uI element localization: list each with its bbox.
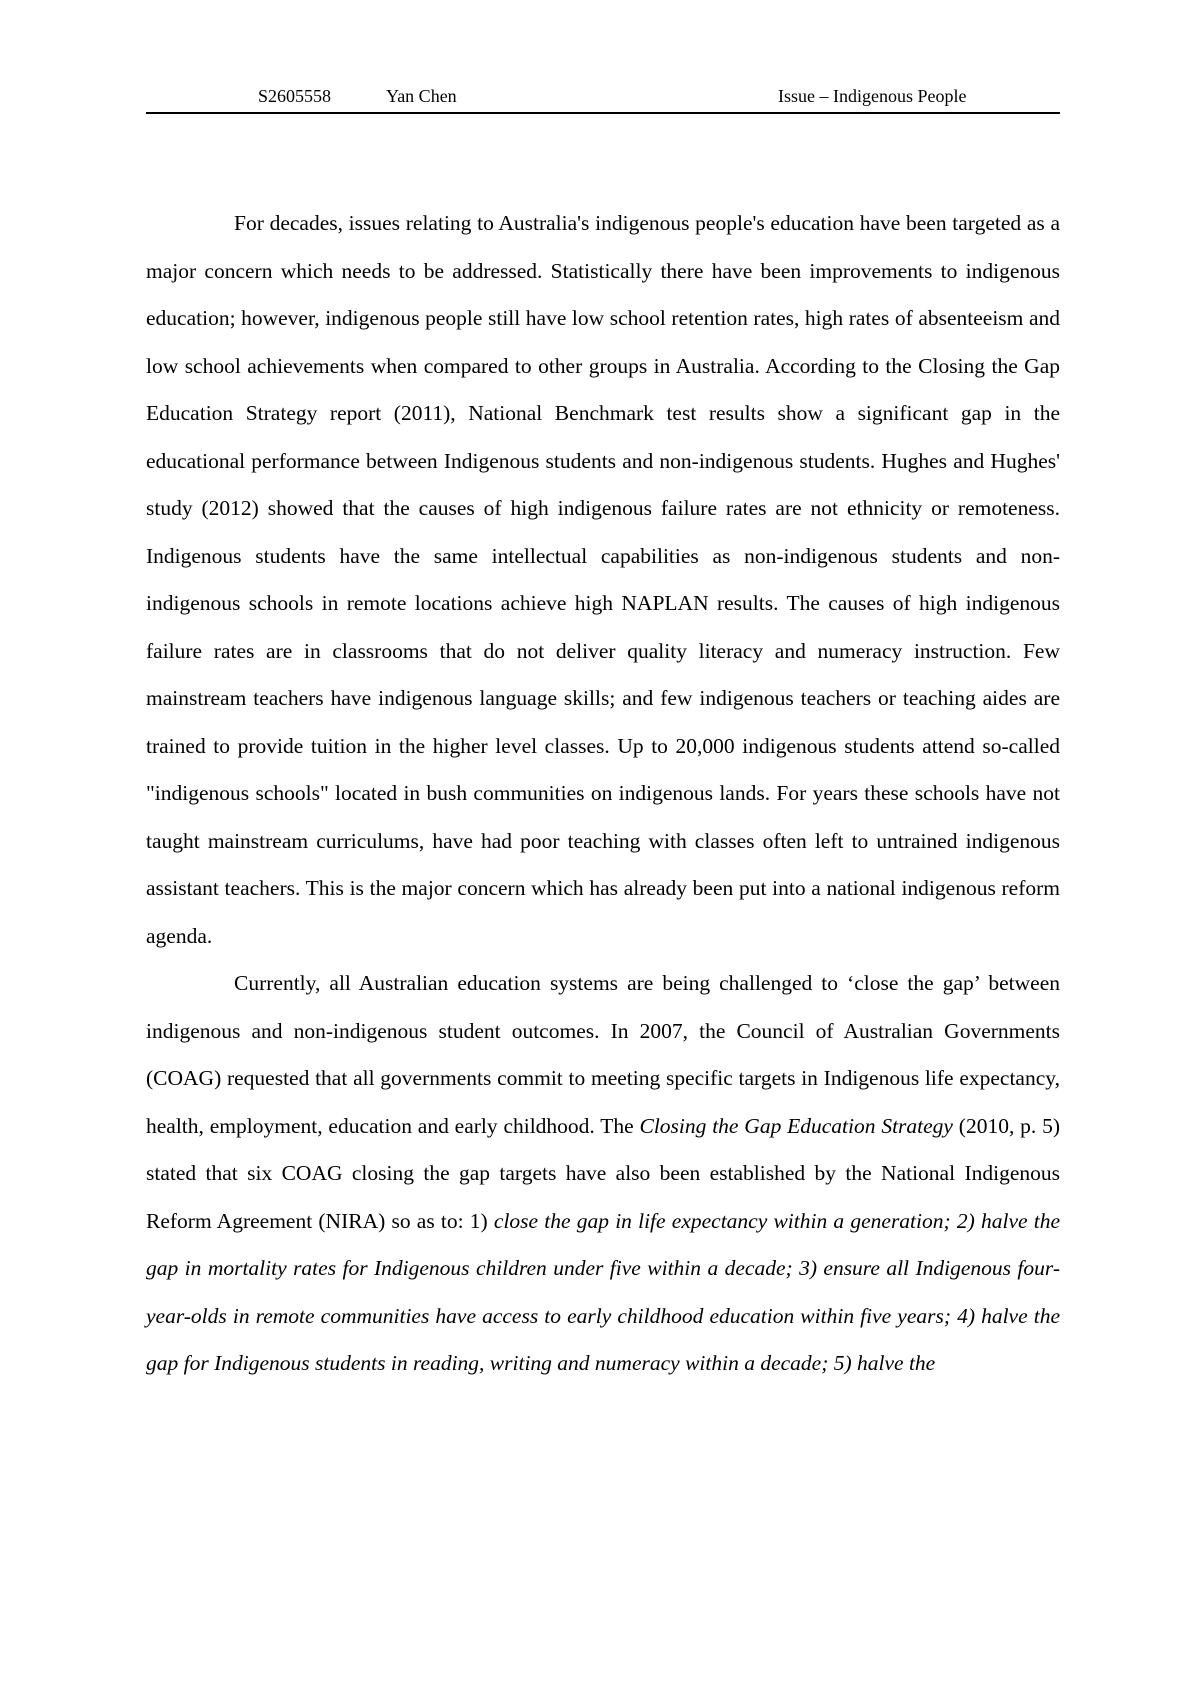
coag-targets: close the gap in life expectancy within a generation; 2) halve the gap in mortality rates for Indigenous children under five within a decade; 3) ensure all Indigenous four-year-olds in remote communities have access to early childhood education within five years; 4) halve the gap for Indigenous students in reading, writing and numeracy within a decade; 5) halve the [146, 1208, 1060, 1375]
page-header [146, 84, 1060, 114]
issue-title: Issue – Indigenous People [778, 86, 967, 106]
paragraph-2-text-b: (2010, p. 5) stated that six COAG closing the gap targets have also been established by the National Indigenous Reform Agreement (NIRA) so as to: 1) [146, 1113, 1061, 1233]
paragraph-2-text-a: Currently, all Australian education systems are being challenged to ‘close the gap’ between indigenous and non-indigenous student outcomes. In 2007, the Council of Australian Governments (COAG) requested that all governments commit to meeting specific targets in Indigenous life expectancy, health, employment, education and early childhood. The [146, 971, 1060, 1138]
student-id: S2605558 [258, 86, 332, 106]
paragraph-1: For decades, issues relating to Australia's indigenous people's education have been targeted as a major concern which needs to be addressed. Statistically there have been improvements to indigenous education; however, indigenous people still have low school retention rates, high rates of absenteeism and low school achievements when compared to other groups in Australia. According to the Closing the Gap Education Strategy report (2011), National Benchmark test results show a significant gap in the educational performance between Indigenous students and non-indigenous students. Hughes and Hughes' study (2012) showed that the causes of high indigenous failure rates are not ethnicity or remoteness. Indigenous students have the same intellectual capabilities as non-indigenous students and non-indigenous schools in remote locations achieve high NAPLAN results. The causes of high indigenous failure rates are in classrooms that do not deliver quality literacy and numeracy instruction. Few mainstream teachers have indigenous language skills; and few indigenous teachers or teaching aides are trained to provide tuition in the higher level classes. Up to 20,000 indigenous students attend so-called "indigenous schools" located in bush communities on indigenous lands. For years these schools have not taught mainstream curriculums, have had poor teaching with classes often left to untrained indigenous assistant teachers. This is the major concern which has already been put into a national indigenous reform agenda. [146, 211, 1060, 948]
document-body [146, 200, 1060, 1388]
student-name: Yan Chen [386, 86, 457, 106]
paragraph-2 [146, 960, 1060, 1388]
strategy-title: Closing the Gap Education Strategy [639, 1113, 953, 1138]
